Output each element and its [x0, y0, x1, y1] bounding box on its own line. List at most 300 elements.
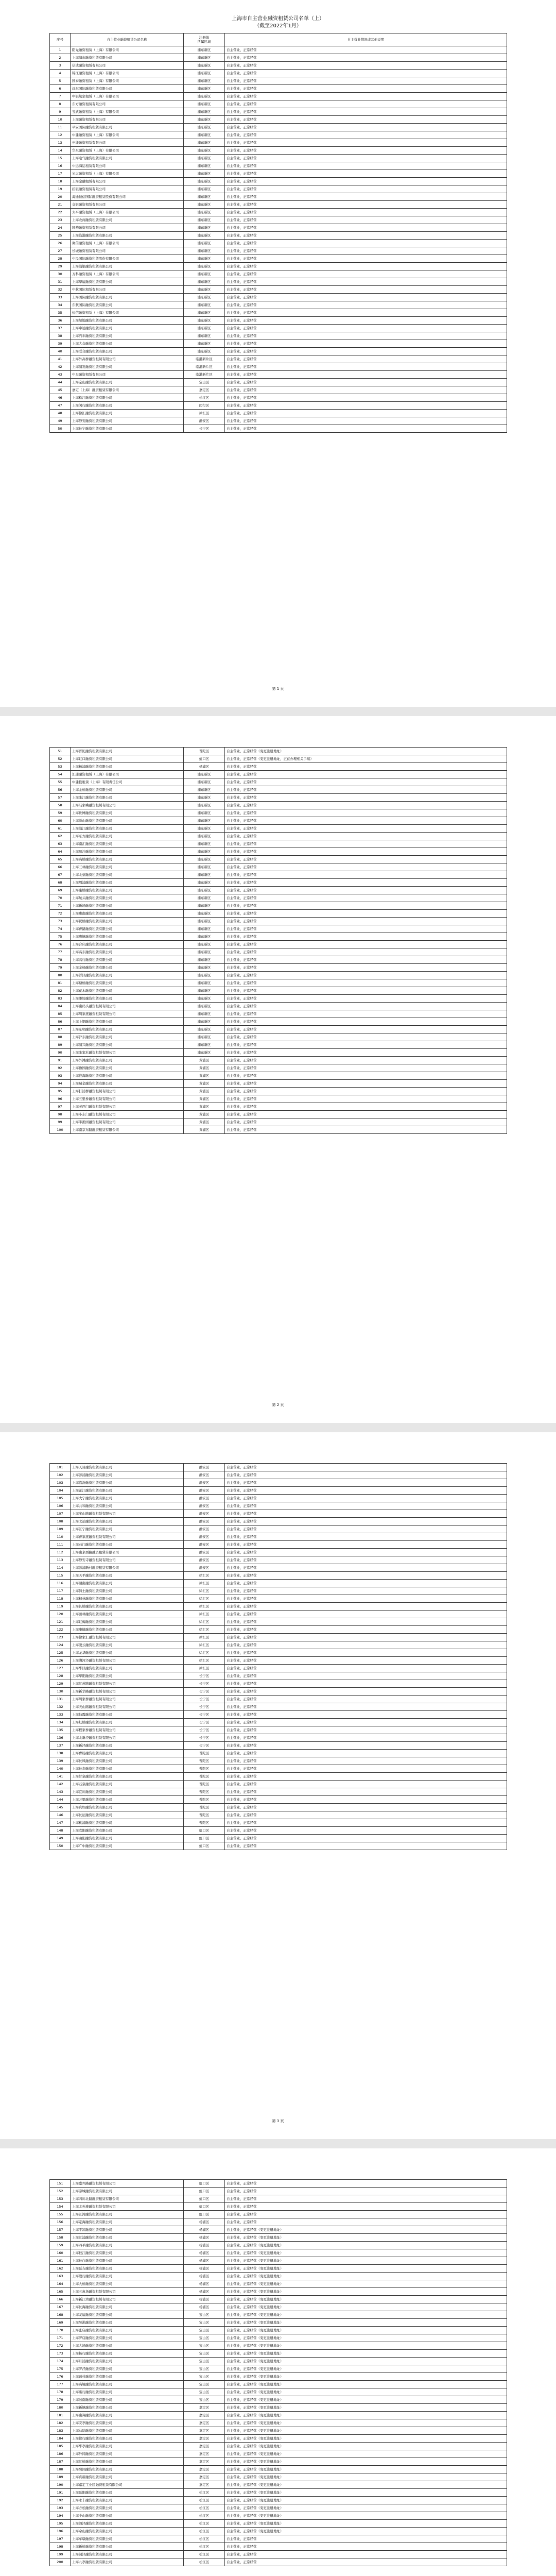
row-number: 139: [50, 1757, 71, 1765]
company-name: 上海南京西路融资租赁有限公司: [71, 1549, 184, 1556]
table-row: [50, 139, 507, 147]
company-name: 上海方松融资租赁有限公司: [71, 2504, 184, 2512]
table-row: [50, 2427, 507, 2435]
row-number: 171: [50, 2334, 71, 2342]
status: 自主营业，正常经营: [225, 1533, 507, 1541]
row-number: 80: [50, 972, 71, 979]
row-number: 98: [50, 1111, 71, 1118]
district: 静安区: [184, 1526, 225, 1533]
status: 自主营业，正常经营: [225, 240, 507, 247]
company-name: 上海庙行融资租赁有限公司: [71, 2388, 184, 2396]
district: 虹口区: [184, 2180, 225, 2188]
row-number: 157: [50, 2226, 71, 2234]
district: 长宁区: [184, 1688, 225, 1696]
status: 自主营业，正常经营（变更注册地址）: [225, 2226, 507, 2234]
table-row: [50, 2443, 507, 2450]
row-number: 48: [50, 410, 71, 417]
district: 浦东新区: [184, 270, 225, 278]
document-page: [0, 0, 556, 707]
table-row: [50, 85, 507, 93]
district: 浦东新区: [184, 317, 225, 325]
row-number: 153: [50, 2195, 71, 2203]
company-name: 上海罗泾融资租赁有限公司: [71, 2365, 184, 2373]
status: 自主营业，正常经营: [225, 286, 507, 294]
district: 松江区: [184, 2504, 225, 2512]
table-row: [50, 209, 507, 216]
row-number: 42: [50, 363, 71, 371]
status: 自主营业，正常经营: [225, 216, 507, 224]
company-name: 上海大桥融资租赁有限公司: [71, 2280, 184, 2288]
company-name: 恒信融资租赁（上海）有限公司: [71, 309, 184, 317]
table-header-row: [50, 33, 507, 46]
company-name: 上海永丰融资租赁有限公司: [71, 2497, 184, 2504]
table-row: [50, 1719, 507, 1726]
status: 自主营业，正常经营: [225, 386, 507, 394]
table-row: [50, 755, 507, 763]
status: 自主营业，正常经营: [225, 863, 507, 871]
status: 自主营业，正常经营: [225, 93, 507, 100]
table-row: [50, 100, 507, 108]
table-row: [50, 2466, 507, 2473]
table-row: [50, 224, 507, 232]
row-number: 122: [50, 1626, 71, 1634]
company-name: 长城融资租赁有限公司: [71, 247, 184, 255]
table-row: [50, 1088, 507, 1095]
district: 静安区: [184, 1502, 225, 1510]
company-name: 上海闵行融资租赁有限公司: [71, 402, 184, 410]
district: 浦东新区: [184, 155, 225, 162]
status: 自主营业，正常经营: [225, 871, 507, 879]
company-name: 上海川沙融资租赁有限公司: [71, 848, 184, 856]
row-number: 175: [50, 2365, 71, 2373]
district: 浦东新区: [184, 856, 225, 863]
company-name: 汇通融资租赁（上海）有限公司: [71, 771, 184, 778]
row-number: 148: [50, 1827, 71, 1835]
district: 普陀区: [184, 1750, 225, 1757]
district: 静安区: [184, 1564, 225, 1572]
table-row: [50, 2234, 507, 2242]
column-header: 注册地 所属区域: [184, 33, 225, 46]
document-page: [0, 2148, 556, 2576]
table-row: [50, 394, 507, 402]
status: 自主营业，正常经营: [225, 879, 507, 887]
row-number: 112: [50, 1549, 71, 1556]
company-name: 上海九亭融资租赁有限公司: [71, 2558, 184, 2566]
table-row: [50, 2489, 507, 2497]
row-number: 124: [50, 1641, 71, 1649]
company-name: 上海万里融资租赁有限公司: [71, 1796, 184, 1804]
row-number: 73: [50, 918, 71, 925]
row-number: 118: [50, 1595, 71, 1603]
row-number: 6: [50, 85, 71, 93]
status: 自主营业，正常经营: [225, 77, 507, 85]
status: 自主营业，正常经营（变更注册地址）: [225, 2481, 507, 2489]
company-name: 中民国际融资租赁股份有限公司: [71, 255, 184, 263]
district: 徐汇区: [184, 1665, 225, 1672]
row-number: 141: [50, 1773, 71, 1781]
company-name: 上海泗泾融资租赁有限公司: [71, 2520, 184, 2528]
district: 静安区: [184, 1510, 225, 1518]
status: 自主营业，正常经营: [225, 1611, 507, 1618]
table-row: [50, 2265, 507, 2273]
row-number: 101: [50, 1464, 71, 1471]
status: 自主营业，正常经营: [225, 1033, 507, 1041]
status: 自主营业，正常经营: [225, 2218, 507, 2226]
table-row: [50, 2497, 507, 2504]
company-name: 上海康桥融资租赁有限公司: [71, 887, 184, 894]
district: 浦东新区: [184, 232, 225, 240]
company-table: [49, 1463, 507, 1850]
district: 普陀区: [184, 1757, 225, 1765]
status: 自主营业，正常经营: [225, 1541, 507, 1549]
status: 自主营业，正常经营: [225, 1657, 507, 1665]
district: 松江区: [184, 2558, 225, 2566]
company-name: 东航国际融资租赁有限公司: [71, 301, 184, 309]
district: 嘉定区: [184, 2466, 225, 2473]
company-name: 上海真新融资租赁有限公司: [71, 2473, 184, 2481]
table-row: [50, 2180, 507, 2188]
row-number: 100: [50, 1126, 71, 1134]
company-name: 上海申迪融资租赁有限公司: [71, 325, 184, 332]
company-name: 上海合庆融资租赁有限公司: [71, 941, 184, 948]
district: 宝山区: [184, 2319, 225, 2327]
table-row: [50, 1688, 507, 1696]
row-number: 110: [50, 1533, 71, 1541]
company-name: 上海徐行融资租赁有限公司: [71, 2435, 184, 2443]
row-number: 93: [50, 1072, 71, 1080]
row-number: 22: [50, 209, 71, 216]
table-row: [50, 402, 507, 410]
district: 长宁区: [184, 1672, 225, 1680]
row-number: 133: [50, 1711, 71, 1719]
status: 自主营业，正常经营: [225, 1688, 507, 1696]
status: 自主营业，正常经营: [225, 340, 507, 348]
company-name: 上海江苏路融资租赁有限公司: [71, 1680, 184, 1688]
row-number: 45: [50, 386, 71, 394]
table-row: [50, 1788, 507, 1796]
district: 普陀区: [184, 1819, 225, 1827]
row-number: 183: [50, 2427, 71, 2435]
table-row: [50, 1742, 507, 1750]
company-name: 上海石门融资租赁有限公司: [71, 1541, 184, 1549]
status: 自主营业，正常经营: [225, 348, 507, 355]
table-row: [50, 910, 507, 918]
status: 自主营业，正常经营: [225, 2535, 507, 2543]
table-row: [50, 147, 507, 155]
district: 静安区: [184, 417, 225, 425]
district: 黄浦区: [184, 1072, 225, 1080]
table-row: [50, 848, 507, 856]
district: 浦东新区: [184, 964, 225, 972]
status: 自主营业，正常经营: [225, 1564, 507, 1572]
table-row: [50, 371, 507, 379]
district: 徐汇区: [184, 1657, 225, 1665]
table-row: [50, 1634, 507, 1641]
status: 自主营业，正常经营: [225, 417, 507, 425]
row-number: 51: [50, 748, 71, 755]
district: 普陀区: [184, 1804, 225, 1811]
district: 嘉定区: [184, 2458, 225, 2466]
row-number: 111: [50, 1541, 71, 1549]
company-name: 上海共和融资租赁有限公司: [71, 1502, 184, 1510]
status: 自主营业，正常经营: [225, 1711, 507, 1719]
district: 虹口区: [184, 755, 225, 763]
district: 浦东新区: [184, 240, 225, 247]
row-number: 187: [50, 2458, 71, 2466]
company-name: 上海罗店融资租赁有限公司: [71, 2334, 184, 2342]
company-name: 上海外滩融资租赁有限公司: [71, 1057, 184, 1064]
table-row: [50, 1572, 507, 1580]
table-row: [50, 1734, 507, 1742]
company-name: 上海宜川融资租赁有限公司: [71, 1788, 184, 1796]
company-name: 上海外冈融资租赁有限公司: [71, 2450, 184, 2458]
district: 普陀区: [184, 1781, 225, 1788]
company-name: 上海国际融资租赁有限公司: [71, 294, 184, 301]
table-row: [50, 809, 507, 817]
status: 自主营业，正常经营: [225, 778, 507, 786]
company-name: 上海北蔡融资租赁有限公司: [71, 871, 184, 879]
district: 静安区: [184, 1533, 225, 1541]
district: 浦东新区: [184, 193, 225, 201]
row-number: 8: [50, 100, 71, 108]
status: 自主营业，正常经营: [225, 2558, 507, 2566]
district: 虹口区: [184, 2211, 225, 2218]
row-number: 181: [50, 2412, 71, 2419]
status: 自主营业，正常经营: [225, 1757, 507, 1765]
company-name: 上海静安融资租赁有限公司: [71, 417, 184, 425]
district: 静安区: [184, 1541, 225, 1549]
page-number: 第 1 页: [272, 687, 284, 691]
status: 自主营业，正常经营: [225, 46, 507, 54]
status: 自主营业，正常经营（变更注册地址）: [225, 2528, 507, 2535]
row-number: 1: [50, 46, 71, 54]
company-name: 上海嘉定工业区融资租赁有限公司: [71, 2481, 184, 2489]
table-row: [50, 856, 507, 863]
company-name: 上海东方融资租赁有限公司: [71, 833, 184, 840]
district: 浦东新区: [184, 817, 225, 825]
district: 松江区: [184, 2543, 225, 2551]
table-row: [50, 1126, 507, 1134]
status: 自主营业，正常经营: [225, 995, 507, 1003]
status: 自主营业，正常经营: [225, 1526, 507, 1533]
table-row: [50, 1049, 507, 1057]
status: 自主营业，正常经营: [225, 1572, 507, 1580]
district: 徐汇区: [184, 1587, 225, 1595]
table-row: [50, 2388, 507, 2396]
table-row: [50, 918, 507, 925]
company-name: 上海彭浦新村融资租赁有限公司: [71, 1564, 184, 1572]
status: 自主营业，正常经营: [225, 1518, 507, 1526]
table-row: [50, 2334, 507, 2342]
row-number: 138: [50, 1750, 71, 1757]
company-name: 上海石泉融资租赁有限公司: [71, 1781, 184, 1788]
district: 徐汇区: [184, 410, 225, 417]
row-number: 196: [50, 2528, 71, 2535]
status: 自主营业，正常经营（变更注册地址）: [225, 2520, 507, 2528]
company-name: 上海顾村融资租赁有限公司: [71, 2373, 184, 2381]
status: 自主营业，正常经营（变更注册地址）: [225, 748, 507, 755]
status: 自主营业，正常经营: [225, 925, 507, 933]
status: 自主营业，正常经营: [225, 1796, 507, 1804]
status: 自主营业，正常经营（变更注册地址）: [225, 2319, 507, 2327]
status: 自主营业，正常经营: [225, 1618, 507, 1626]
table-row: [50, 2373, 507, 2381]
district: 浦东新区: [184, 85, 225, 93]
row-number: 16: [50, 162, 71, 170]
company-name: 上海高境融资租赁有限公司: [71, 2381, 184, 2388]
company-name: 上海南码头融资租赁有限公司: [71, 1003, 184, 1010]
row-number: 39: [50, 340, 71, 348]
row-number: 180: [50, 2404, 71, 2412]
company-name: 上海凌云融资租赁有限公司: [71, 1641, 184, 1649]
row-number: 35: [50, 309, 71, 317]
row-number: 161: [50, 2257, 71, 2265]
row-number: 188: [50, 2466, 71, 2473]
company-name: 海通恒信国际融资租赁股份有限公司: [71, 193, 184, 201]
table-row: [50, 1080, 507, 1088]
company-name: 上海三林融资租赁有限公司: [71, 863, 184, 871]
row-number: 158: [50, 2234, 71, 2242]
row-number: 152: [50, 2188, 71, 2195]
status: 自主营业，正常经营: [225, 301, 507, 309]
status: 自主营业，正常经营: [225, 255, 507, 263]
district: 宝山区: [184, 2342, 225, 2350]
page-number: 第 2 页: [272, 1403, 284, 1407]
row-number: 131: [50, 1696, 71, 1703]
company-name: 上海新镇融资租赁有限公司: [71, 2404, 184, 2412]
table-row: [50, 1064, 507, 1072]
district: 浦东新区: [184, 224, 225, 232]
district: 普陀区: [184, 1773, 225, 1781]
status: 自主营业，正常经营: [225, 1111, 507, 1118]
company-name: 万科融资租赁（上海）有限公司: [71, 270, 184, 278]
district: 黄浦区: [184, 1111, 225, 1118]
status: 自主营业，正常经营: [225, 1665, 507, 1672]
district: 嘉定区: [184, 2481, 225, 2489]
status: 自主营业，正常经营（变更注册地址）: [225, 2257, 507, 2265]
table-row: [50, 309, 507, 317]
company-name: 上海瑞金融资租赁有限公司: [71, 1080, 184, 1088]
status: 自主营业，正常经营（变更注册地址）: [225, 2489, 507, 2497]
table-row: [50, 748, 507, 755]
company-name: 上海普陀融资租赁有限公司: [71, 748, 184, 755]
row-number: 15: [50, 155, 71, 162]
status: 自主营业，正常经营: [225, 1641, 507, 1649]
status: 自主营业，正常经营: [225, 1502, 507, 1510]
status: 自主营业，正常经营: [225, 2180, 507, 2188]
row-number: 14: [50, 147, 71, 155]
table-row: [50, 178, 507, 185]
district: 浦东新区: [184, 894, 225, 902]
table-row: [50, 417, 507, 425]
district: 普陀区: [184, 1788, 225, 1796]
district: 浦东新区: [184, 918, 225, 925]
table-row: [50, 1526, 507, 1533]
district: 黄浦区: [184, 1057, 225, 1064]
row-number: 50: [50, 425, 71, 433]
district: 宝山区: [184, 379, 225, 386]
status: 自主营业，正常经营: [225, 987, 507, 995]
table-row: [50, 2419, 507, 2427]
company-name: 上海浦江融资租赁有限公司: [71, 825, 184, 833]
table-row: [50, 379, 507, 386]
company-name: 上海江浦融资租赁有限公司: [71, 2234, 184, 2242]
district: 浦东新区: [184, 833, 225, 840]
company-name: 上海四平融资租赁有限公司: [71, 2242, 184, 2249]
status: 自主营业，正常经营: [225, 1742, 507, 1750]
status: 自主营业，正常经营: [225, 1018, 507, 1026]
district: 浦东新区: [184, 247, 225, 255]
status: 自主营业，正常经营（变更注册地址）: [225, 2388, 507, 2396]
row-number: 84: [50, 1003, 71, 1010]
district: 杨浦区: [184, 2249, 225, 2257]
company-name: 太平融资租赁（上海）有限公司: [71, 209, 184, 216]
table-row: [50, 1518, 507, 1526]
row-number: 114: [50, 1564, 71, 1572]
status: 自主营业，正常经营: [225, 833, 507, 840]
document-page: [0, 716, 556, 1423]
company-name: 上海临港融资租赁有限公司: [71, 232, 184, 240]
row-number: 74: [50, 925, 71, 933]
status: 自主营业，正常经营: [225, 1088, 507, 1095]
row-number: 27: [50, 247, 71, 255]
company-name: 上海祝桥融资租赁有限公司: [71, 918, 184, 925]
status: 自主营业，正常经营: [225, 902, 507, 910]
row-number: 116: [50, 1580, 71, 1587]
company-name: 中航国际租赁有限公司: [71, 286, 184, 294]
table-row: [50, 70, 507, 77]
company-name: 上海宝山路融资租赁有限公司: [71, 1510, 184, 1518]
table-row: [50, 2350, 507, 2358]
company-name: 中建融资租赁（上海）有限公司: [71, 131, 184, 139]
row-number: 168: [50, 2311, 71, 2319]
company-name: 上海淮海融资租赁有限公司: [71, 1072, 184, 1080]
district: 闵行区: [184, 402, 225, 410]
table-row: [50, 2473, 507, 2481]
status: 自主营业，正常经营: [225, 332, 507, 340]
company-name: 光大融资租赁（上海）有限公司: [71, 170, 184, 178]
company-name: 上海张江融资租赁有限公司: [71, 794, 184, 802]
row-number: 31: [50, 278, 71, 286]
status: 自主营业，正常经营（变更注册地址）: [225, 2242, 507, 2249]
table-row: [50, 1811, 507, 1819]
row-number: 52: [50, 755, 71, 763]
district: 静安区: [184, 1487, 225, 1495]
status: 自主营业，正常经营: [225, 70, 507, 77]
company-name: 上海静安寺融资租赁有限公司: [71, 1556, 184, 1564]
document-title: 上海市自主营业融资租赁公司名单（上）: [232, 16, 324, 22]
company-name: 上海上钢融资租赁有限公司: [71, 1018, 184, 1026]
district: 杨浦区: [184, 2303, 225, 2311]
row-number: 169: [50, 2319, 71, 2327]
district: 浦东新区: [184, 933, 225, 941]
table-row: [50, 1665, 507, 1672]
table-row: [50, 162, 507, 170]
status: 自主营业，正常经营: [225, 1003, 507, 1010]
row-number: 150: [50, 1842, 71, 1850]
district: 浦东新区: [184, 979, 225, 987]
row-number: 136: [50, 1734, 71, 1742]
district: 长宁区: [184, 1680, 225, 1688]
company-name: 宝武融资租赁（上海）有限公司: [71, 108, 184, 116]
district: 松江区: [184, 2497, 225, 2504]
company-name: 上海吴淞融资租赁有限公司: [71, 2319, 184, 2327]
table-row: [50, 1026, 507, 1033]
row-number: 56: [50, 786, 71, 794]
row-number: 82: [50, 987, 71, 995]
district: 浦东新区: [184, 116, 225, 124]
row-number: 164: [50, 2280, 71, 2288]
